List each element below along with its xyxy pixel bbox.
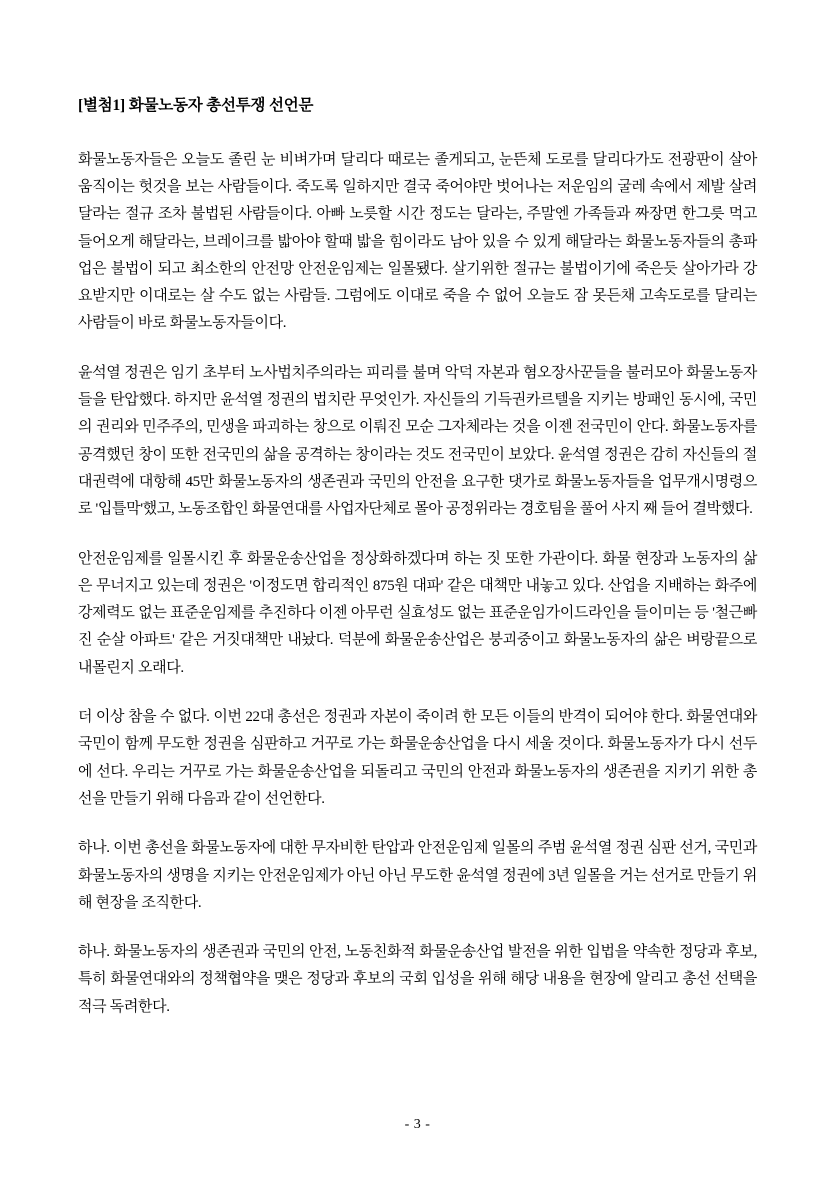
paragraph-6: 하나. 화물노동자의 생존권과 국민의 안전, 노동친화적 화물운송산업 발전을 위한 입법을 약속한 정당과 후보, 특히 화물연대와의 정책협약을 맺은 정당과 후보의 국회 입성을 위해 해당 내용을 현장에 알리고 총선 선택을 적극 독려한다. [78,944,757,1015]
page-title: [별첨1] 화물노동자 총선투쟁 선언문 [78,97,314,114]
paragraph-1: 화물노동자들은 오늘도 졸린 눈 비벼가며 달리다 때로는 졸게되고, 눈뜬체 도로를 달리다가도 전광판이 살아 움직이는 헛것을 보는 사람들이다. 죽도록 일하지만 결국 죽어야만 벗어나는 저운임의 굴레 속에서 제발 살려달라는 절규 조차 불법된 사람들이다. 아빠 노릇할 시간 정도는 달라는, 주말엔 가족들과 짜장면 한그릇 먹고 들어오게 해달라는, 브레이크를 밟아야 할때 밟을 힘이라도 남아 있을 수 있게 해달라는 화물노동자들의 총파업은 불법이 되고 최소한의 안전망 안전운임제는 일몰됐다. 살기위한 절규는 불법이기에 죽은듯 살아가라 강요받지만 이대로는 살 수도 없는 사람들. 그럼에도 이대로 죽을 수 없어 오늘도 잠 못든채 고속도로를 달리는 사람들이 바로 화물노동자들이다. [78,151,757,332]
page-number: - 3 - [404,1117,431,1132]
paragraph-5: 하나. 이번 총선을 화물노동자에 대한 무자비한 탄압과 안전운임제 일몰의 주범 윤석열 정권 심판 선거, 국민과 화물노동자의 생명을 지키는 안전운임제가 아닌 아닌 무도한 윤석열 정권에 3년 일몰을 거는 선거로 만들기 위해 현장을 조직한다. [78,840,757,911]
paragraph-3: 안전운임제를 일몰시킨 후 화물운송산업을 정상화하겠다며 하는 짓 또한 가관이다. 화물 현장과 노동자의 삶은 무너지고 있는데 정권은 '이정도면 합리적인 875원 대파' 같은 대책만 내놓고 있다. 산업을 지배하는 화주에 강제력도 없는 표준운임제를 추진하다 이젠 아무런 실효성도 없는 표준운임가이드라인을 들이미는 등 '철근빠진 순살 아파트' 같은 거짓대책만 내놨다. 덕분에 화물운송산업은 붕괴중이고 화물노동자의 삶은 벼랑끝으로 내몰린지 오래다. [78,550,757,676]
paragraph-2: 윤석열 정권은 임기 초부터 노사법치주의라는 피리를 불며 악덕 자본과 혐오장사꾼들을 불러모아 화물노동자들을 탄압했다. 하지만 윤석열 정권의 법치란 무엇인가. 자신들의 기득권카르텔을 지키는 방패인 동시에, 국민의 권리와 민주주의, 민생을 파괴하는 창으로 이뤄진 모순 그자체라는 것을 이젠 전국민이 안다. 화물노동자를 공격했던 창이 또한 전국민의 삶을 공격하는 창이라는 것도 전국민이 보았다. 윤석열 정권은 감히 자신들의 절대권력에 대항해 45만 화물노동자의 생존권과 국민의 안전을 요구한 댓가로 화물노동자들을 업무개시명령으로 '입틀막'했고, 노동조합인 화물연대를 사업자단체로 몰아 공정위라는 경호팀을 풀어 사지 째 들어 결박했다. [78,364,757,518]
paragraph-4: 더 이상 참을 수 없다. 이번 22대 총선은 정권과 자본이 죽이려 한 모든 이들의 반격이 되어야 한다. 화물연대와 국민이 함께 무도한 정권을 심판하고 거꾸로 가는 화물운송산업을 다시 세울 것이다. 화물노동자가 다시 선두에 선다. 우리는 거꾸로 가는 화물운송산업을 되돌리고 국민의 안전과 화물노동자의 생존권을 지키기 위한 총선을 만들기 위해 다음과 같이 선언한다. [78,709,757,807]
